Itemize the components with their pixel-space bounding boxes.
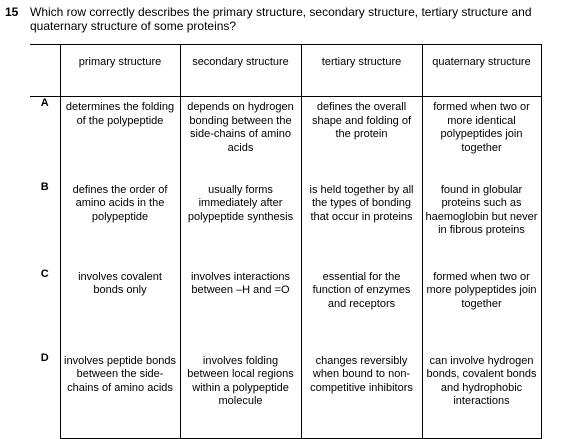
cell-primary: defines the order of amino acids in the polypeptide: [60, 181, 180, 268]
cell-quaternary: formed when two or more identical polypeptides join together: [422, 97, 541, 181]
cell-tertiary: defines the overall shape and folding of the protein: [301, 97, 422, 181]
header-quaternary: quaternary structure: [422, 45, 541, 97]
cell-primary: determines the folding of the polypeptide: [60, 97, 180, 181]
cell-quaternary: formed when two or more polypeptides join together: [422, 268, 541, 352]
cell-secondary: depends on hydrogen bonding between the side-chains of amino acids: [180, 97, 301, 181]
cell-quaternary: can involve hydrogen bonds, covalent bonds and hydrophobic interactions: [422, 352, 541, 439]
answer-table: [30, 44, 542, 439]
cell-tertiary: essential for the function of enzymes and receptors: [301, 268, 422, 352]
option-row-c[interactable]: [30, 268, 541, 352]
cell-tertiary: changes reversibly when bound to non-competitive inhibitors: [301, 352, 422, 439]
header-secondary: secondary structure: [180, 45, 301, 97]
cell-secondary: involves interactions between –H and =O: [180, 268, 301, 352]
cell-primary: involves peptide bonds between the side-chains of amino acids: [60, 352, 180, 439]
header-row: [30, 45, 541, 97]
option-letter: C: [40, 267, 49, 280]
header-spacer: [30, 45, 60, 97]
cell-secondary: usually forms immediately after polypeptide synthesis: [180, 181, 301, 268]
cell-secondary: involves folding between local regions within a polypeptide molecule: [180, 352, 301, 439]
question-number: 15: [5, 5, 19, 19]
option-letter: D: [40, 351, 49, 364]
header-primary: primary structure: [60, 45, 180, 97]
option-row-a[interactable]: [30, 97, 541, 181]
option-row-b[interactable]: [30, 181, 541, 268]
option-letter: A: [40, 97, 49, 109]
cell-quaternary: found in globular proteins such as haemoglobin but never in fibrous proteins: [422, 181, 541, 268]
cell-primary: involves covalent bonds only: [60, 268, 180, 352]
header-tertiary: tertiary structure: [301, 45, 422, 97]
option-row-d[interactable]: [30, 352, 541, 439]
question-text: Which row correctly describes the primary structure, secondary structure, tertiary structure and quaternary structure of some proteins?: [30, 5, 532, 33]
option-letter: B: [40, 180, 49, 193]
cell-tertiary: is held together by all the types of bonding that occur in proteins: [301, 181, 422, 268]
